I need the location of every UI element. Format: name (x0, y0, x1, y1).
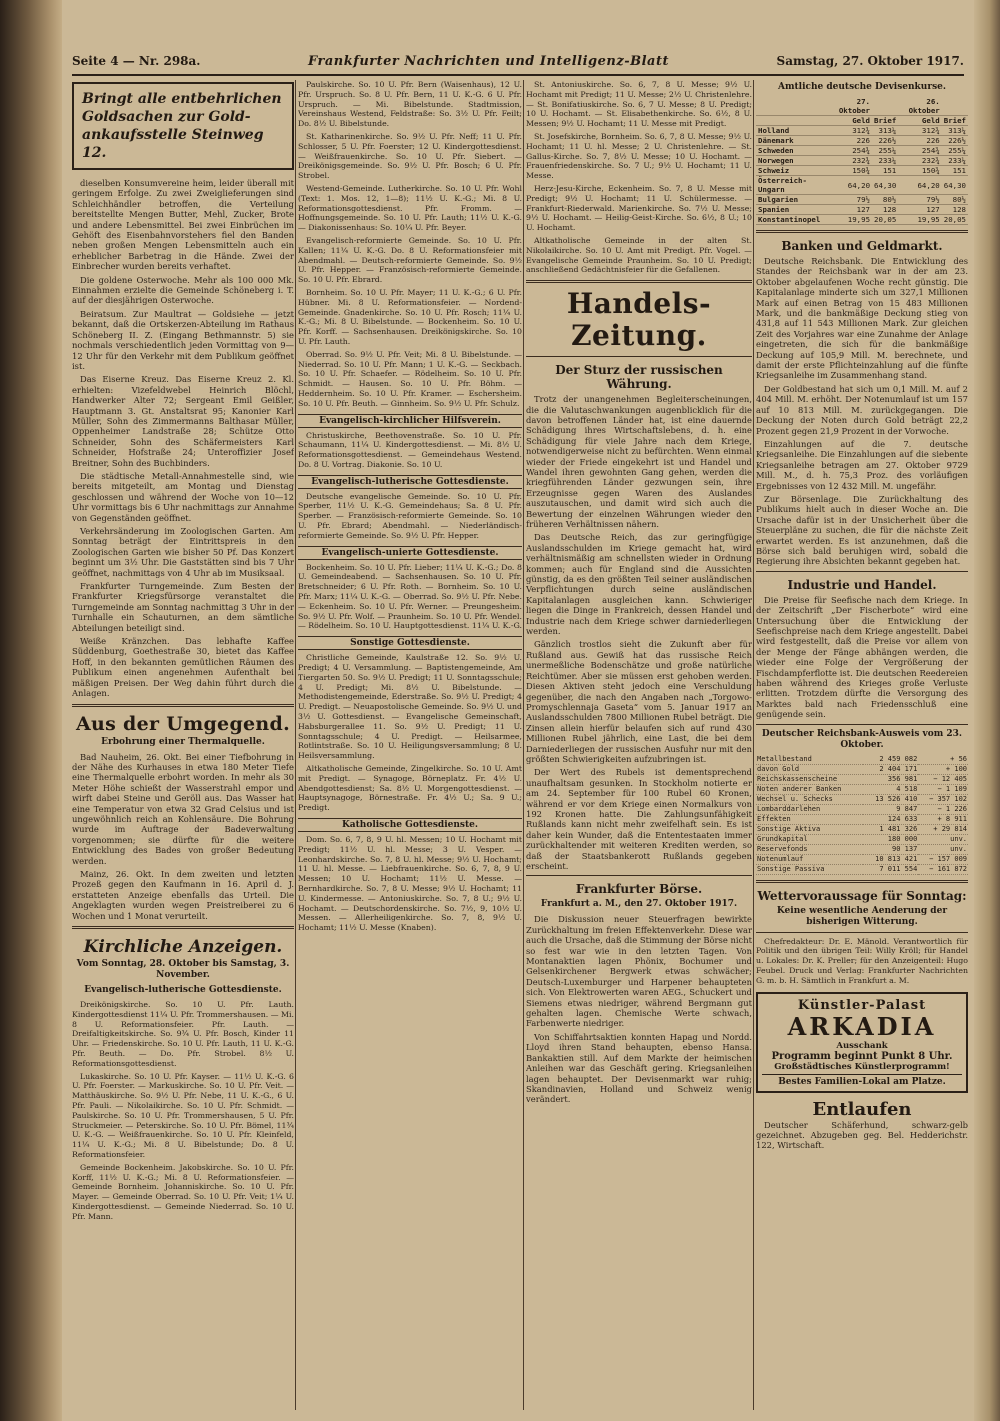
exchange-rate-table (756, 97, 968, 225)
article-heading: Frankfurter Börse. (575, 882, 703, 897)
table-header-cell: 27. Oktober (829, 97, 872, 116)
table-cell: 254¾ (829, 146, 872, 156)
section-heading: Banken und Geldmarkt. (781, 239, 943, 253)
article-text: Von Schiffahrtsaktien konnten Hapag und Nordd. Lloyd ihren Stand behaupten, ebenso Hansa. Bankaktien still. Auf dem Markte der heimischen Anleihen war das Geschäft gering. Kriegsanleihen lagen behauptet. Der Devisenmarkt war ruhig; Skandinavien, Holland und Schweiz wenig verändert. (526, 1031, 752, 1105)
table-cell: 312¾ (829, 126, 872, 136)
table-cell: 255¼ (872, 146, 898, 156)
column-rule (295, 80, 296, 1410)
table-row (756, 844, 968, 854)
table-cell: + 8 911 (918, 814, 968, 824)
table-row (756, 854, 968, 864)
section-heading: Aus der Umgegend. (75, 712, 291, 735)
table-cell: 19,95 (898, 215, 941, 225)
article-text: Oberrad. So. 9½ U. Pfr. Veit; Mi. 8 U. Bibelstunde. — Niederrad. So. 10 U. Pfr. Mann; 1 U. K.-G. — Seckbach. So. 10 U. Pfr. Schaefer. — Rödelheim. So. 10 U. Pfr. Schmidt. — Hausen. So. 10 U. Pfr. Böhm. — Heddernheim. So. 10 U. Pfr. Kramer. — Eschersheim. So. 10 U. Pfr. Beuth. — Ginnheim. So. 9½ U. Pfr. Schulz. (298, 349, 522, 408)
table-cell: − 1 109 (918, 784, 968, 794)
exchange-rate-rows (756, 126, 968, 225)
article-text: Deutsche evangelische Gemeinde. So. 10 U. Pfr. Sperber, 11½ U. K.-G. Gemeindehaus; Sa. 8 U. Pfr. Sperber. — Französisch-reformierte Gemeinde. So. 10 U. Pfr. Ebrard; Abendmahl. — Niederländisch-reformierte Gemeinde. So. 9½ U. Pfr. Hepper. (298, 491, 522, 540)
table-cell: 90 137 (863, 844, 918, 854)
article-text: Lukaskirche. So. 10 U. Pfr. Kayser. — 11½ U. K.-G. 6 U. Pfr. Foerster. — Markuskirche. So. 10 U. Pfr. Veit. — Matthäuskirche. So. 9½ U. Pfr. Nebe, 11 U. K.-G., 6 U. Pfr. Pauli. — Nikolaikirche. So. 10 U. Pfr. Schmidt. — Paulskirche. So. 10 U. Pfr. Trommershausen, 5 U. Pfr. Struckmeier. — Peterskirche. So. 10 U. Pfr. Bömel, 11¾ U. K.-G. — Weißfrauenkirche. So. 10 U. Pfr. Kleinfeld, 11¼ U. K.-G.; Mi. 8 U. Bibelstunde; Do. 8 U. Reformationsfeier. (72, 1071, 294, 1159)
table-cell: 20,05 (942, 215, 968, 225)
article-text: Das Deutsche Reich, das zur geringfügige Auslandsschulden im Kriege gemacht hat, wird verhältnismäßig am schnellsten wieder in Ordnung kommen; auch für England sind die Aussichten günstig, da es den größten Teil seiner ausländischen Verpflichtungen durch seine ausländischen Kapitalanlagen ausgleichen kann. Schwieriger liegen die Dinge in Frankreich, dessen Handel und Industrie nach dem Kriege schwer darniederliegen werden. (526, 532, 752, 637)
table-cell: 151 (942, 166, 968, 176)
table-cell: Holland (756, 126, 829, 136)
table-cell: − 1 226 (918, 804, 968, 814)
table-cell: 127 (829, 205, 872, 215)
issue-date: Samstag, 27. Oktober 1917. (776, 54, 964, 68)
section-divider (526, 280, 752, 283)
article-text: Der Wert des Rubels ist dementsprechend unaufhaltsam gesunken. In Stockholm notierte er am 24. September für 100 Rubel 60 Kronen, während er vor dem Kriege einen Normalkurs von 192 Kronen hatte. Die Zahlungsunfähigkeit Rußlands kann nicht mehr zweifelhaft sein. Es ist daher kein Wunder, daß die Ententestaaten immer zurückhaltender mit weiteren Krediten werden, so daß der Staatsbankerott Rußlands gegeben erscheint. (526, 767, 752, 872)
table-cell: 255¼ (942, 146, 968, 156)
section-heading: Industrie und Handel. (787, 577, 937, 592)
table-cell: 64,20 (829, 176, 872, 195)
table-row (756, 146, 968, 156)
table-cell: 312¾ (898, 126, 941, 136)
column-1 (72, 80, 294, 1410)
article-text: Westend-Gemeinde. Lutherkirche. So. 10 U. Pfr. Wohl (Text: 1. Mos. 12, 1—8); 11½ U. K.-G.; Mi. 8 U. Reformationsgottesdienst. Pfr. Fromm. — Hoffnungsgemeinde. So. 10 U. Pfr. Lauth; 11½ U. K.-G. — Diakonissenhaus: So. 10¼ U. Pfr. Beyer. (298, 183, 522, 233)
classified-heading: Entlaufen (812, 1098, 912, 1120)
table-cell: Konstantinopel (756, 215, 829, 225)
table-cell: Österreich-Ungarn (756, 176, 829, 195)
table-cell: Lombarddarlehen (756, 804, 863, 814)
section-subheading: Evangelisch-lutherische Gottesdienste. (84, 985, 282, 995)
table-row (756, 156, 968, 166)
section-divider (526, 875, 752, 876)
article-text: Frankfurter Turngemeinde. Zum Besten der Frankfurter Kriegsfürsorge veranstaltet die Turngemeinde am Sonntag nachmittag 3 Uhr in der Turnhalle ein Schauturnen, an dem sämtliche Abteilungen beteiligt sind. (72, 581, 294, 633)
table-cell: Dänemark (756, 136, 829, 146)
article-text: Der Goldbestand hat sich um 0,1 Mill. M. auf 2 404 Mill. M. erhöht. Der Notenumlauf ist um 157 auf 10 813 Mill. M. zurückgegangen. Die Deckung der Noten durch Gold beträgt 22,2 Prozent gegen 21,9 Prozent in der Vorwoche. (756, 383, 968, 436)
article-text: St. Katharinenkirche. So. 9½ U. Pfr. Neff; 11 U. Pfr. Schlosser, 5 U. Pfr. Foerster; 12 U. Kindergottesdienst. — Weißfrauenkirche. So. 10 U. Pfr. Siebert. — Dreikönigsgemeinde. So. 9½ U. Pfr. Bosch; 6 U. Pfr. Strobel. (298, 131, 522, 181)
table-cell: 124 633 (863, 814, 918, 824)
article-text: Die goldene Osterwoche. Mehr als 100 000 Mk. Einnahmen erzielte die Gemeinde Schöneberg i. T. auf der diesjährigen Osterwoche. (72, 274, 294, 306)
table-cell: 20,05 (874, 215, 897, 224)
table-row (756, 205, 968, 215)
table-cell: 356 981 (863, 774, 918, 784)
table-row (756, 834, 968, 844)
table-header-cell: Brief (942, 116, 968, 126)
ad-line: Großstädtisches Künstlerprogramm! (774, 1061, 950, 1072)
article-text: Weiße Kränzchen. Das lebhafte Kaffee Süddenburg, Goethestraße 30, bietet das Kaffee Hoff, in den bekannten gemütlichen Räumen des Publikum einen angenehmen Aufenthalt bei mäßigen Preisen. Der Weg dahin führt durch die Anlagen. (72, 636, 294, 699)
article-text: Herz-Jesu-Kirche, Eckenheim. So. 7, 8 U. Messe mit Predigt; 9½ U. Hochamt; 11 U. Schülermesse. — Frankfurt-Riederwald. Marienkirche. So. 7½ U. Messe; 9½ U. Hochamt. — Heilig-Geist-Kirche. So. 6½, 8 U.; 10 U. Hochamt. (526, 183, 752, 233)
page-label: Seite 4 — Nr. 298a. (72, 54, 201, 68)
column-4 (756, 80, 968, 1410)
table-cell: 80½ (872, 195, 898, 205)
table-cell: + 56 (918, 755, 968, 765)
table-cell: Noten anderer Banken (756, 784, 863, 794)
table-cell: unv. (918, 844, 968, 854)
table-cell: 232¾ (898, 156, 941, 166)
table-header-row (756, 97, 968, 116)
table-cell: Sonstige Aktiva (756, 824, 863, 834)
table-cell: 226½ (942, 136, 968, 146)
table-header-cell (756, 97, 829, 116)
table-cell: 232¾ (829, 156, 872, 166)
table-cell: 313¼ (942, 126, 968, 136)
classified-text: Deutscher Schäferhund, schwarz-gelb gezeichnet. Abzugeben geg. Bel. Hedderichstr. 122, Wirtschaft. (756, 1119, 968, 1151)
table-cell: unv. (918, 834, 968, 844)
section-divider (756, 880, 968, 883)
table-cell: 313¼ (872, 126, 898, 136)
table-cell: Notenumlauf (756, 854, 863, 864)
table-row (756, 864, 968, 874)
table-cell: Spanien (756, 205, 829, 215)
table-row (756, 794, 968, 804)
ad-note: Ausschank (836, 1040, 888, 1051)
section-divider (756, 932, 968, 933)
article-subheading: Erbohrung einer Thermalquelle. (101, 736, 265, 747)
article-text: Die Diskussion neuer Steuerfragen bewirkte Zurückhaltung im freien Effektenverkehr. Diese war auch die Ursache, daß die Stimmung der Börse nicht so fest war wie in den letzten Tagen. Von Montanaktien lagen Phönix, Bochumer und Gelsenkirchener Bergwerk etwas schwächer; Deutsch-Luxemburger und Harpener behaupteten sich. Von Elektrowerten waren AEG., Schuckert und Siemens etwas niedriger, während Bergmann gut gehalten lagen. Chemische Werte schwach, Farbenwerte niedriger. (526, 914, 752, 1029)
section-heading: Kirchliche Anzeigen. (83, 937, 283, 957)
article-text: Dreikönigskirche. So. 10 U. Pfr. Lauth. Kindergottesdienst 11¼ U. Pfr. Trommershausen. — Mi. 8 U. Reformationsfeier. Pfr. Lauth. — Dreifaltigkeitskirche. So. 9¾ U. Pfr. Bosch, Kinder 11 Uhr. — Friedenskirche. So. 10 U. Pfr. Lauth, 11 U. K.-G. Pfr. Beuth. — Do. Pfr. Strobel. 8½ U. Reformationsgottesdienst. (72, 1000, 294, 1068)
table-cell: Norwegen (756, 156, 829, 166)
article-text: Bornheim. So. 10 U. Pfr. Mayer; 11 U. K.-G.; 6 U. Pfr. Hübner. Mi. 8 U. Reformationsfeier. — Nordend-Gemeinde. Gnadenkirche. So. 10 U. Pfr. Rosch; 11¼ U. K.-G.; Mi. 8 U. Bibelstunde. — Bockenheim. So. 10 U. Pfr. Korff. — Sachsenhausen. Dreikönigskirche. So. 10 U. Pfr. Lauth. (298, 287, 522, 346)
table-cell: davon Gold (756, 764, 863, 774)
fx-table-title: Amtliche deutsche Devisenkurse. (777, 82, 947, 92)
table-row (756, 774, 968, 784)
table-cell: 226 (898, 136, 941, 146)
newspaper-page (62, 0, 974, 1421)
article-text: St. Josefskirche, Bornheim. So. 6, 7, 8 U. Messe; 9½ U. Hochamt; 11 U. hl. Messe; 2 U. Christenlehre. — St. Gallus-Kirche. So. 7, 8½ U. Messe; 10 U. Hochamt. — Frauenfriedenskirche. So. 7 U.; 9½ U. Hochamt; 11 U. Messe. (526, 131, 752, 181)
table-header-cell: 26. Oktober (898, 97, 941, 116)
table-cell: − 161 872 (918, 864, 968, 874)
table-cell: + 29 814 (918, 824, 968, 834)
article-text: Christliche Gemeinde, Kaulstraße 12. So. 9½ U. Predigt; 4 U. Versammlung. — Baptistengemeinde, Am Tiergarten 50. So. 9½ U. Predigt; 11 U. Sonntagsschule; 4 U. Predigt; Mi. 8½ U. Bibelstunde. — Methodistengemeinde, Ederstraße. So. 9½ U. Predigt; 4 U. Predigt. — Neuapostolische Gemeinde. So. 9½ U. und 3½ U. Gottesdienst. — Evangelische Gemeinschaft, Habsburgerallee 11. So. 9½ U. Predigt; 11 U. Sonntagsschule; 4 U. Predigt. — Heilsarmee, Rotlintstraße. So. 10 U. Heiligungsversammlung; 8 U. Heilsversammlung. (298, 653, 522, 761)
table-cell: 80½ (942, 195, 968, 205)
table-cell: 13 526 410 (863, 794, 918, 804)
table-cell: Effekten (756, 814, 863, 824)
book-binding (0, 0, 62, 1421)
table-cell: 226 (829, 136, 872, 146)
ad-line: Programm beginnt Punkt 8 Uhr. (771, 1050, 953, 1062)
table-cell: 150¾ (898, 166, 941, 176)
table-cell: + 100 (918, 764, 968, 774)
table-header-cell: Geld (829, 116, 872, 126)
table-row (756, 804, 968, 814)
table-cell: Bulgarien (756, 195, 829, 205)
table-cell: 2 459 082 (863, 755, 918, 765)
article-text: Trotz der unangenehmen Begleiterscheinungen, die die Valutaschwankungen augenblicklich für die davon betroffenen Länder hat, ist eine dauernde Schädigung ihres Wirtschaftslebens, d. h. eine Schädigung für viele Jahre nach dem Kriege, notwendigerweise nicht zu befürchten. Wenn einmal wieder der Friede eingekehrt ist und Handel und Wandel ihren gewohnten Gang gehen, werden die kriegführenden Länder gezwungen sein, ihre Erzeugnisse gegen Waren des Auslandes auszutauschen, und damit wird sich auch die Bewertung der einzelnen Währungen wieder den früheren Verhältnissen nähern. (526, 394, 752, 530)
table-row (756, 166, 968, 176)
table-cell: 226½ (872, 136, 898, 146)
table-cell: 10 813 421 (863, 854, 918, 864)
section-subheading: Vom Sonntag, 28. Oktober bis Samstag, 3. November. (76, 959, 290, 980)
section-divider (756, 230, 968, 233)
table-cell: − 357 102 (918, 794, 968, 804)
table-header-cell (872, 97, 898, 116)
reichsbank-table (756, 755, 968, 875)
table-cell: Sonstige Passiva (756, 864, 863, 874)
section-subheading: Evangelisch-lutherische Gottesdienste. (298, 475, 522, 489)
article-text: Mainz, 26. Okt. In dem zweiten und letzten Prozeß gegen den Kaufmann in 16. April d. J. erstatteten Anzeige ebenfalls das Urteil. Die Angeklagten wurden wegen Preistreiberei zu 6 Wochen und 1 Monat verurteilt. (72, 868, 294, 921)
article-text: Bockenheim. So. 10 U. Pfr. Lieber; 11¼ U. K.-G.; Do. 8 U. Gemeindeabend. — Sachsenhausen. So. 10 U. Pfr. Bretschneider; 6 U. Pfr. Roth. — Bornheim. So. 10 U. Pfr. Marx; 11¼ U. K.-G. — Oberrad. So. 9½ U. Pfr. Nebe. — Eckenheim. So. 10 U. Pfr. Werner. — Preungesheim. So. 9½ U. Pfr. Wolf. — Praunheim. So. 10 U. Pfr. Wendel. — Rödelheim. So. 10 U. Hauptgottesdienst. 11¼ U. K.-G. (298, 562, 522, 631)
weather-heading: Wettervoraussage für Sonntag: (757, 888, 967, 903)
column-rule (753, 80, 754, 1410)
table-cell: − 12 405 (918, 774, 968, 784)
article-text: Gemeinde Bockenheim. Jakobskirche. So. 10 U. Pfr. Korff, 11½ U. K.-G.; Mi. 8 U. Reformationsfeier. — Gemeinde Bornheim. Johanniskirche. So. 10 U. Pfr. Mayer. — Gemeinde Oberrad. So. 10 U. Pfr. Veit; 1¼ U. Kindergottesdienst. — Gemeinde Niederrad. So. 10 U. Pfr. Mann. (72, 1162, 294, 1221)
table-cell: 233¼ (872, 156, 898, 166)
table-cell: 7 011 554 (863, 864, 918, 874)
table-row (756, 215, 968, 225)
table-header-cell: Brief (874, 116, 897, 125)
article-text: Altkatholische Gemeinde, Zingelkirche. So. 10 U. Amt mit Predigt. — Synagoge, Börneplatz. Fr. 4½ U. Abendgottesdienst; Sa. 8½ U. Morgengottesdienst. — Hauptsynagoge, Börnestraße. Fr. 4½ U.; Sa. 9 U.; Predigt. (298, 764, 522, 813)
table-cell: 180 000 (863, 834, 918, 844)
ad-name: ARKADIA (787, 1011, 937, 1041)
table-cell: 1 481 326 (863, 824, 918, 834)
dateline: Frankfurt a. M., den 27. Oktober 1917. (540, 899, 738, 910)
article-text: Paulskirche. So. 10 U. Pfr. Bern (Waisenhaus), 12 U. Pfr. Urspruch. So. 8 U. Pfr. Bern, 11 U. K.-G. 6 U. Pfr. Urspruch. — Mi. Bibelstunde. Stadtmission, Vereinshaus Westend, Feldstraße: So. 3½ U. Pfr. Feilt; Do. 8½ U. Bibelstunde. (298, 80, 522, 129)
article-text: Verkehrsänderung im Zoologischen Garten. Am Sonntag beträgt der Eintrittspreis in den Zoologischen Garten wie bisher 50 Pf. Das Konzert beginnt um 3½ Uhr. Die Gaststätten sind bis 7 Uhr geöffnet, nachmittags von 4 Uhr ab im Musiksaal. (72, 526, 294, 578)
table-cell: 79½ (898, 195, 941, 205)
article-text: Deutsche Reichsbank. Die Entwicklung des Standes der Reichsbank war in der am 23. Oktober abgelaufenen Woche recht günstig. Die Kapitalanlage minderte sich um 327,1 Millionen Mark auf einen Betrag von 15 483 Millionen Mark, und die bankmäßige Deckung stieg von 431,8 auf 11 543 Millionen Mark. Zur gleichen Zeit des Vorjahres war eine Zunahme der Anlage eingetreten, die sich für die bankmäßige Deckung auf 105,9 Mill. M. berechnete, und damit der erste Pflichteinzahlung auf die fünfte Kriegsanleihe im Zusammenhang stand. (756, 256, 968, 381)
section-divider (526, 356, 752, 357)
table-header-cell (942, 97, 968, 116)
table-cell: Grundkapital (756, 834, 863, 844)
imprint-text: Chefredakteur: Dr. E. Mänold. Verantwortlich für Politik und den übrigen Teil: Willy Kröll; für Handel u. Lokales: Dr. K. Preller; für den Anzeigenteil: Hugo Feubel. Druck und Verlag: Frankfurter Nachrichten G. m. b. H. Sämtlich in Frankfurt a. M. (756, 936, 968, 985)
table-row (756, 176, 968, 195)
table-cell: Schweiz (756, 166, 829, 176)
section-divider (756, 571, 968, 572)
table-cell: 128 (872, 205, 898, 215)
page-header (72, 48, 964, 76)
table-cell: 2 404 171 (863, 764, 918, 774)
table-cell: 233¼ (942, 156, 968, 166)
table-row (756, 755, 968, 765)
table-header-row (756, 116, 968, 126)
article-text: Das Eiserne Kreuz. Das Eiserne Kreuz 2. Kl. erhielten: Vizefeldwebel Heinrich Blöchl, Handwerker Alter 72; Sergeant Emil Geißler, Hauptmann 3. Gt. Anstaltsrat 95; Kanonier Karl Müller, Sohn des Zimmermanns Balthasar Müller, Oppenheimer Landstraße 28; Schütze Otto Schneider, Sohn des Schäfermeisters Karl Schneider, Hofstraße 24; Unteroffizier Josef Breitner, Sohn des Buchbinders. (72, 374, 294, 468)
gold-ad-box: Bringt alle entbehrlichen Goldsachen zur Gold-ankaufsstelle Steinweg 12. (72, 82, 294, 170)
table-cell: 9 847 (863, 804, 918, 814)
table-cell: Metallbestand (756, 755, 863, 765)
table-cell: Wechsel u. Schecks (756, 794, 863, 804)
section-subheading: Evangelisch-kirchlicher Hilfsverein. (298, 414, 522, 428)
table-cell: − 157 009 (918, 854, 968, 864)
ad-title: Künstler-Palast (797, 997, 927, 1013)
column-2 (298, 80, 522, 1410)
section-divider (72, 704, 294, 707)
arkadia-ad (756, 992, 968, 1093)
article-text: Beiratsum. Zur Maultrat — Goldsiehe — jetzt bekannt, daß die Ortskerzen-Abteilung im Rathaus Schöneberg II. Z. (Eingang Bethmannstr. 5) sie nochmals verschiedentlich jeden Vormittag von 9—12 Uhr für den Verkehr mit dem Publikum geöffnet ist. (72, 308, 294, 371)
table-cell: 4 518 (863, 784, 918, 794)
article-text: Zur Börsenlage. Die Zurückhaltung des Publikums hielt auch in dieser Woche an. Die Ursache dafür ist in der Unsicherheit über die Steuerpläne zu suchen, die für die nächste Zeit erwartet werden. Es ist anzunehmen, daß die Börse sich bald beruhigen wird, sobald die Regierung ihre Absichten bekannt gegeben hat. (756, 493, 968, 567)
article-text: Christuskirche, Beethovenstraße. So. 10 U. Pfr. Schaumann, 11¼ U. Kindergottesdienst. — Mi. 8½ U. Reformationsgottesdienst. — Gemeindehaus Westend. Do. 8 U. Vortrag. Diakonie. So. 10 U. (298, 430, 522, 469)
reichsbank-rows (756, 755, 968, 875)
table-row (756, 784, 968, 794)
article-text: Altkatholische Gemeinde in der alten St. Nikolaikirche. So. 10 U. Amt mit Predigt. Pfr. Vogel. — Evangelische Gemeinde Praunheim. So. 10 U. Predigt; anschließend Gedächtnisfeier für die Gefallenen. (526, 235, 752, 275)
section-subheading: Katholische Gottesdienste. (298, 818, 522, 832)
table-row (756, 824, 968, 834)
table-row (756, 814, 968, 824)
table-row (756, 126, 968, 136)
article-text: Dom. So. 6, 7, 8, 9 U. hl. Messen; 10 U. Hochamt mit Predigt; 11½ U. hl. Messe; 3 U. Vesper. — Leonhardskirche. So. 7, 8 U. hl. Messe; 9½ U. Hochamt; 11 U. hl. Messe. — Liebfrauenkirche. So. 6, 7, 8, 9 U. Messen; 10 U. Hochamt; 11½ U. Messe. — Bernhardkirche. So. 7, 8 U. Messe; 9½ U. Hochamt; 11 U. Kindermesse. — Antoniuskirche. So. 7, 8 U.; 9½ U. Hochamt. — Deutschordenskirche. So. 7½, 9, 10½ U. Messen. — Allerheiligenkirche. So. 7, 8, 9½ U. Hochamt; 11½ U. Messe (Knaben). (298, 835, 522, 933)
table-cell: 128 (942, 205, 968, 215)
table-header-cell (756, 116, 829, 126)
page-edge-right (974, 0, 1000, 1421)
article-text: Gänzlich trostlos sieht die Zukunft aber für Rußland aus. Gewiß hat das russische Reich unermeßliche Bodenschätze und große natürliche Reichtümer. Aber sie müssen erst gehoben werden. Diesen Aktiven steht jedoch eine Verschuldung gegenüber, die nach den Angaben nach „Torgowo-Promyschlennaja Gaseta“ vom 5. Januar 1917 an Auslandsschulden 7800 Millionen Rubel beträgt. Die Zinsen allein hierfür belaufen sich auf rund 430 Millionen Rubel jährlich, eine Last, die bei dem Darniederliegen der russischen Ausfuhr nur mit den größten Schwierigkeiten aufzubringen ist. (526, 639, 752, 764)
column-3 (526, 80, 752, 1410)
section-divider (72, 926, 294, 929)
article-text: Die städtische Metall-Annahmestelle sind, wie bereits mitgeteilt, am Montag und Dienstag geschlossen und während der Woche von 10—12 Uhr vormittags bis 6 Uhr nachmittags zur Annahme von Gegenständen geöffnet. (72, 470, 294, 523)
column-rule (523, 80, 524, 1410)
table-cell: 64,30 (872, 176, 898, 195)
article-text: Bad Nauheim, 26. Okt. Bei einer Tiefbohrung in der Nähe des Kurhauses in etwa 180 Meter Tiefe eine Thermalquelle erbohrt worden. In mehr als 30 Meter Höhe schießt der Wasserstrahl empor und wirft dabei Steine und Geröll aus. Das Wasser hat eine Temperatur von etwa 32 Grad Celsius und ist ungewöhnlich reich an Kohlensäure. Die Bohrung wurde im Auftrage der Badeverwaltung vorgenommen; sie dürfte für die weitere Entwicklung des Bades von großer Bedeutung werden. (72, 751, 294, 866)
article-text: St. Antoniuskirche. So. 6, 7, 8 U. Messe; 9½ U. Hochamt mit Predigt; 11 U. Messe; 2½ U. Christenlehre. — St. Bonifatiuskirche. So. 6, 7 U. Messe; 8 U. Predigt; 10 U. Hochamt. — St. Elisabethenkirche. So. 6½, 8 U. Messen; 9½ U. Hochamt; 11 U. Messe mit Predigt. (526, 80, 752, 129)
table-cell: 64,20 (898, 176, 941, 195)
table-cell: 150¾ (829, 166, 872, 176)
table-cell: Reichskassenscheine (756, 774, 863, 784)
table-cell: 127 (898, 205, 941, 215)
article-text: Einzahlungen auf die 7. deutsche Kriegsanleihe. Die Einzahlungen auf die siebente Kriegsanleihe betragen am 27. Oktober 9729 Mill. M., d. h. 75,3 Proz. des vorläufigen Ergebnisses von 12 432 Mill. M. ungefähr. (756, 438, 968, 491)
table-cell: 19,95 (829, 215, 872, 225)
table-cell: 79½ (829, 195, 872, 205)
table-header-cell: Geld (898, 116, 941, 126)
article-text: Die Preise für Seefische nach dem Kriege. In der Zeitschrift „Der Fischerbote“ wird eine Untersuchung über die Entwicklung der Seefischpreise nach dem Kriege angestellt. Dabei wird festgestellt, daß die Preise vor allem von der Menge der Fänge abhängen werden, die wieder eine Folge der Vergrößerung der Fischdampferflotte ist. Die deutschen Reedereien haben während des Krieges große Verluste erlitten. Trotzdem dürfte die Versorgung des Marktes bald nach Friedensschluß eine genügende sein. (756, 594, 968, 720)
article-text: Evangelisch-reformierte Gemeinde. So. 10 U. Pfr. Kallen; 11¼ U. K.-G. Do. 8 U. Reformationsfeier mit Abendmahl. — Deutsch-reformierte Gemeinde. So. 9½ U. Pfr. Hepper. — Französisch-reformierte Gemeinde. So. 10 U. Pfr. Ebrard. (298, 235, 522, 285)
table-cell: 151 (872, 166, 898, 176)
table-row (756, 136, 968, 146)
ad-line: Bestes Familien-Lokal am Platze. (762, 1074, 962, 1087)
table-cell: Schweden (756, 146, 829, 156)
section-subheading: Evangelisch-unierte Gottesdienste. (298, 546, 522, 560)
table-cell: Reservefonds (756, 844, 863, 854)
article-text: dieselben Konsumvereine heim, leider überall mit geringem Erfolge. Zu zwei Zweiglieferungen sind Schleichhändler betroffen, die Verteilung bereitstellte Mengen Butter, Mehl, Zucker, Brote und andere Lebensmittel. Bei zwei Einbrüchen im Gehöft des Eisenbahnvorstehers fiel den Banden neben großen Mengen Lebensmitteln auch ein erheblicher Barbetrag in die Hände. Zwei der Einbrecher wurden bereits verhaftet. (72, 178, 294, 272)
weather-text: Keine wesentliche Aenderung der bisherigen Witterung. (776, 905, 948, 927)
section-divider (756, 724, 968, 725)
table-cell: 254¾ (898, 146, 941, 156)
paper-title: Frankfurter Nachrichten und Intelligenz-Blatt (308, 53, 669, 69)
table-cell: 64,30 (942, 176, 968, 195)
table-row (756, 764, 968, 774)
table-row (756, 195, 968, 205)
section-subheading: Sonstige Gottesdienste. (298, 636, 522, 650)
reichsbank-table-title: Deutscher Reichsbank-Ausweis vom 23. Oktober. (761, 728, 963, 750)
article-heading: Der Sturz der russischen Währung. (555, 363, 723, 392)
handels-zeitung-heading: Handels-Zeitung. (566, 287, 712, 353)
